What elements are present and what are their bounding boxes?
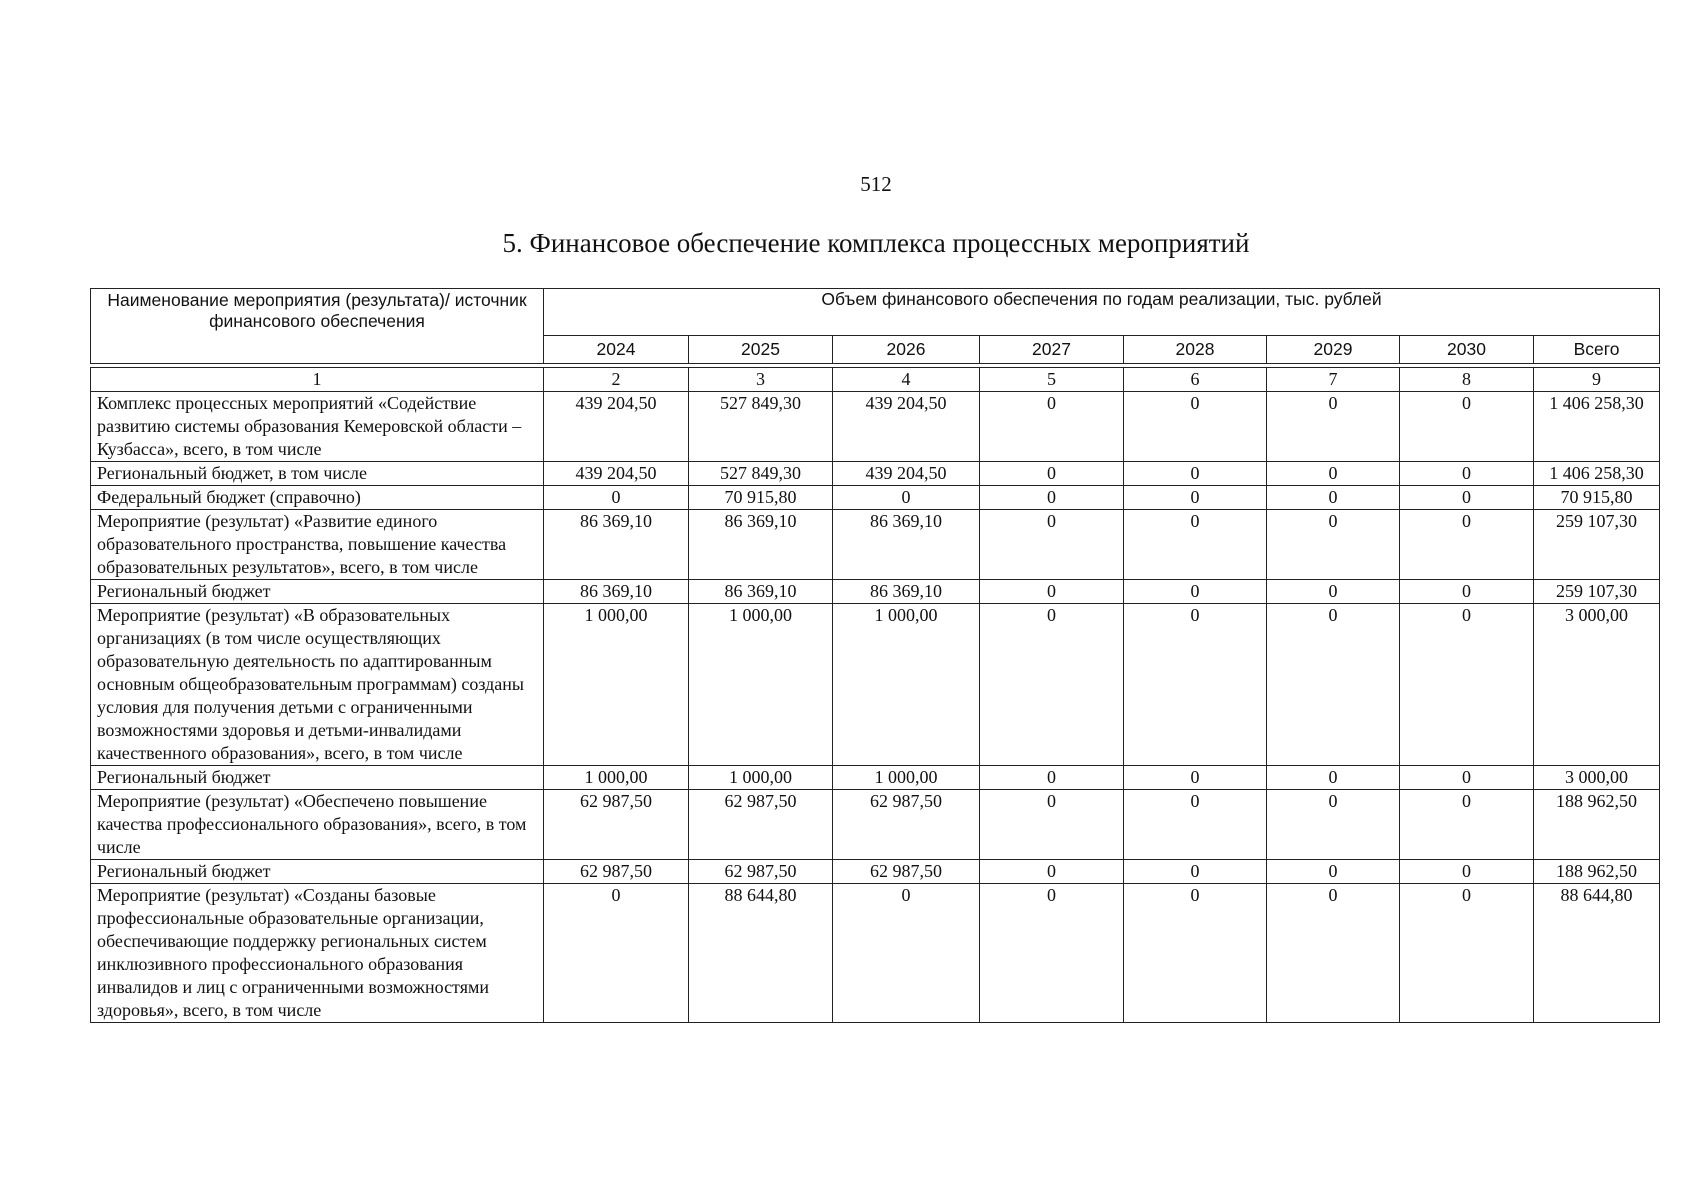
year-header: 2028 [1124,336,1267,364]
value-cell: 0 [980,462,1124,486]
value-cell: 0 [1400,766,1534,790]
total-cell: 3 000,00 [1534,766,1660,790]
value-cell: 0 [1267,486,1400,510]
table-row [91,580,1660,604]
value-cell: 0 [980,392,1124,462]
row-name: Мероприятие (результат) «В образовательных организациях (в том числе осуществляющих образовательную деятельность по адаптированным основным общеобразовательным программам) созданы условия для получения детьми с ограниченными возможностями здоровья и детьми-инвалидами качественного образования», всего, в том числе [91,604,544,766]
value-cell: 0 [1124,860,1267,884]
value-cell: 1 000,00 [833,604,980,766]
row-name: Комплекс процессных мероприятий «Содействие развитию системы образования Кемеровской области – Кузбасса», всего, в том числе [91,392,544,462]
table-row [91,462,1660,486]
header-name: Наименование мероприятия (результата)/ источник финансового обеспечения [91,289,544,364]
value-cell: 0 [1267,604,1400,766]
row-name: Региональный бюджет [91,580,544,604]
value-cell: 0 [1267,790,1400,860]
value-cell: 439 204,50 [544,462,689,486]
value-cell: 0 [833,884,980,1023]
value-cell: 0 [980,884,1124,1023]
value-cell: 0 [1267,860,1400,884]
value-cell: 88 644,80 [689,884,833,1023]
column-number: 7 [1267,368,1400,392]
value-cell: 0 [1400,790,1534,860]
year-header: 2027 [980,336,1124,364]
column-number: 1 [91,368,544,392]
value-cell: 0 [980,486,1124,510]
value-cell: 1 000,00 [544,766,689,790]
year-header: 2030 [1400,336,1534,364]
value-cell: 0 [1400,486,1534,510]
row-name: Региональный бюджет [91,766,544,790]
value-cell: 0 [1267,580,1400,604]
column-number: 2 [544,368,689,392]
value-cell: 0 [1124,462,1267,486]
value-cell: 0 [1124,790,1267,860]
row-name: Региональный бюджет [91,860,544,884]
value-cell: 0 [980,766,1124,790]
value-cell: 0 [1124,510,1267,580]
value-cell: 62 987,50 [833,860,980,884]
total-cell: 88 644,80 [1534,884,1660,1023]
value-cell: 86 369,10 [544,510,689,580]
value-cell: 86 369,10 [689,580,833,604]
value-cell: 0 [1124,580,1267,604]
value-cell: 0 [980,860,1124,884]
value-cell: 1 000,00 [689,766,833,790]
value-cell: 0 [1124,486,1267,510]
column-number: 6 [1124,368,1267,392]
value-cell: 0 [1400,392,1534,462]
value-cell: 0 [1400,604,1534,766]
year-header: 2025 [689,336,833,364]
section-title: 5. Финансовое обеспечение комплекса процессных мероприятий [502,228,1250,258]
table-row [91,604,1660,766]
column-number: 9 [1534,368,1660,392]
financing-table [90,288,1660,1023]
value-cell: 86 369,10 [833,580,980,604]
value-cell: 70 915,80 [689,486,833,510]
value-cell: 62 987,50 [689,790,833,860]
header-volume: Объем финансового обеспечения по годам реализации, тыс. рублей [544,289,1660,336]
value-cell: 0 [1267,462,1400,486]
total-cell: 3 000,00 [1534,604,1660,766]
table-row [91,766,1660,790]
value-cell: 0 [980,604,1124,766]
total-cell: 70 915,80 [1534,486,1660,510]
value-cell: 62 987,50 [544,790,689,860]
table-body [91,364,1660,1023]
value-cell: 0 [1267,766,1400,790]
total-cell: 259 107,30 [1534,510,1660,580]
column-number-row [91,368,1660,392]
value-cell: 0 [1400,860,1534,884]
page-number: 512 [860,172,892,196]
value-cell: 0 [833,486,980,510]
table-row [91,510,1660,580]
column-number: 5 [980,368,1124,392]
value-cell: 0 [1400,884,1534,1023]
value-cell: 0 [980,790,1124,860]
table-header [91,289,1660,364]
row-name: Мероприятие (результат) «Созданы базовые профессиональные образовательные организации, обеспечивающие поддержку региональных систем инклюзивного профессионального образования инвалидов и лиц с ограниченными возможностями здоровья», всего, в том числе [91,884,544,1023]
table-row [91,486,1660,510]
table-row [91,790,1660,860]
total-cell: 259 107,30 [1534,580,1660,604]
value-cell: 0 [544,884,689,1023]
table-row [91,860,1660,884]
value-cell: 62 987,50 [833,790,980,860]
column-number: 4 [833,368,980,392]
value-cell: 439 204,50 [833,392,980,462]
value-cell: 439 204,50 [544,392,689,462]
value-cell: 0 [1267,392,1400,462]
value-cell: 86 369,10 [833,510,980,580]
value-cell: 86 369,10 [544,580,689,604]
value-cell: 0 [1400,580,1534,604]
value-cell: 1 000,00 [689,604,833,766]
total-header: Всего [1534,336,1660,364]
row-name: Мероприятие (результат) «Обеспечено повышение качества профессионального образования», всего, в том числе [91,790,544,860]
row-name: Мероприятие (результат) «Развитие единого образовательного пространства, повышение качества образовательных результатов», всего, в том числе [91,510,544,580]
row-name: Региональный бюджет, в том числе [91,462,544,486]
column-number: 3 [689,368,833,392]
value-cell: 62 987,50 [544,860,689,884]
total-cell: 188 962,50 [1534,790,1660,860]
value-cell: 0 [1267,510,1400,580]
value-cell: 62 987,50 [689,860,833,884]
value-cell: 0 [1400,462,1534,486]
total-cell: 188 962,50 [1534,860,1660,884]
year-header: 2029 [1267,336,1400,364]
table-row [91,884,1660,1023]
value-cell: 1 000,00 [544,604,689,766]
value-cell: 1 000,00 [833,766,980,790]
value-cell: 439 204,50 [833,462,980,486]
value-cell: 527 849,30 [689,462,833,486]
column-number: 8 [1400,368,1534,392]
value-cell: 0 [1400,510,1534,580]
value-cell: 0 [1267,884,1400,1023]
row-name: Федеральный бюджет (справочно) [91,486,544,510]
table-row [91,392,1660,462]
value-cell: 0 [544,486,689,510]
total-cell: 1 406 258,30 [1534,392,1660,462]
value-cell: 0 [1124,884,1267,1023]
value-cell: 0 [1124,766,1267,790]
year-header: 2024 [544,336,689,364]
value-cell: 0 [1124,392,1267,462]
total-cell: 1 406 258,30 [1534,462,1660,486]
year-header: 2026 [833,336,980,364]
value-cell: 527 849,30 [689,392,833,462]
value-cell: 0 [1124,604,1267,766]
value-cell: 86 369,10 [689,510,833,580]
value-cell: 0 [980,510,1124,580]
value-cell: 0 [980,580,1124,604]
